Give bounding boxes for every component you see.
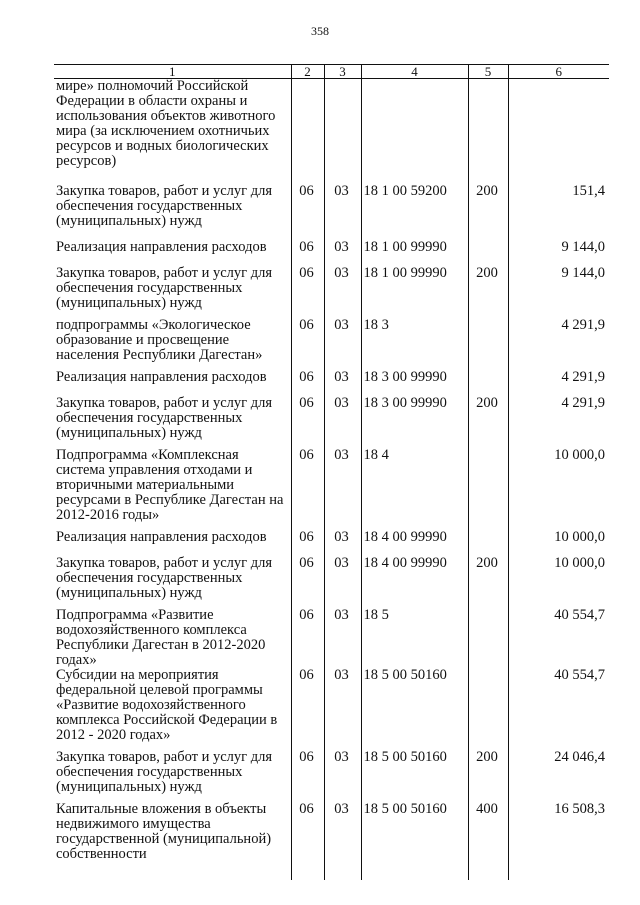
- cell-subsection: 03: [324, 802, 361, 880]
- cell-target-article: 18 1 00 99990: [361, 240, 468, 266]
- header-col-1: 1: [54, 65, 291, 79]
- cell-section: 06: [291, 668, 324, 750]
- cell-expense-type: [468, 318, 508, 370]
- cell-section: 06: [291, 370, 324, 396]
- cell-description: Подпрограмма «Развитие водохозяйственного комплекса Республики Дагестан в 2012-2020 годах»: [56, 606, 266, 668]
- cell-target-article: 18 5: [361, 608, 468, 668]
- cell-subsection: 03: [324, 370, 361, 396]
- table-row: [54, 448, 609, 530]
- table-row: [54, 530, 609, 556]
- cell-amount: 40 554,7: [508, 608, 609, 668]
- cell-subsection: 03: [324, 530, 361, 556]
- cell-target-article: 18 4: [361, 448, 468, 530]
- cell-description: Закупка товаров, работ и услуг для обеспечения государственных (муниципальных) нужд: [56, 182, 273, 229]
- table-row: [54, 556, 609, 608]
- cell-subsection: 03: [324, 396, 361, 448]
- cell-description: Закупка товаров, работ и услуг для обеспечения государственных (муниципальных) нужд: [56, 394, 273, 441]
- cell-subsection: 03: [324, 750, 361, 802]
- table-row: [54, 750, 609, 802]
- cell-subsection: 03: [324, 318, 361, 370]
- cell-target-article: 18 1 00 59200: [361, 184, 468, 240]
- header-col-3: 3: [324, 65, 361, 79]
- cell-amount: 4 291,9: [508, 370, 609, 396]
- cell-amount: 40 554,7: [508, 668, 609, 750]
- table-row: [54, 318, 609, 370]
- cell-description: подпрограммы «Экологическое образование и просвещение населения Республики Дагестан»: [56, 316, 263, 363]
- table-row: [54, 266, 609, 318]
- page-number: 358: [311, 24, 329, 38]
- cell-subsection: 03: [324, 608, 361, 668]
- cell-expense-type: [468, 79, 508, 184]
- table-row: [54, 396, 609, 448]
- table-row: [54, 668, 609, 750]
- cell-amount: 10 000,0: [508, 448, 609, 530]
- cell-subsection: 03: [324, 266, 361, 318]
- cell-section: 06: [291, 556, 324, 608]
- cell-description: Субсидии на мероприятия федеральной целевой программы «Развитие водохозяйственного комплекса Российской Федерации в 2012 - 2020 годах»: [56, 666, 278, 743]
- cell-target-article: 18 4 00 99990: [361, 530, 468, 556]
- cell-target-article: 18 1 00 99990: [361, 266, 468, 318]
- cell-amount: 24 046,4: [508, 750, 609, 802]
- cell-subsection: 03: [324, 184, 361, 240]
- cell-expense-type: 200: [468, 266, 508, 318]
- cell-amount: 4 291,9: [508, 396, 609, 448]
- cell-subsection: [324, 79, 361, 184]
- cell-section: 06: [291, 266, 324, 318]
- table-row: [54, 608, 609, 668]
- cell-expense-type: [468, 530, 508, 556]
- cell-expense-type: 200: [468, 184, 508, 240]
- cell-expense-type: [468, 448, 508, 530]
- cell-section: 06: [291, 396, 324, 448]
- cell-description: Закупка товаров, работ и услуг для обеспечения государственных (муниципальных) нужд: [56, 748, 273, 795]
- cell-description: Реализация направления расходов: [56, 368, 267, 385]
- cell-section: [291, 79, 324, 184]
- cell-target-article: 18 5 00 50160: [361, 750, 468, 802]
- cell-target-article: 18 4 00 99990: [361, 556, 468, 608]
- cell-subsection: 03: [324, 668, 361, 750]
- cell-description: Закупка товаров, работ и услуг для обеспечения государственных (муниципальных) нужд: [56, 554, 273, 601]
- cell-description: Подпрограмма «Комплексная система управления отходами и вторичными материальными ресурсами в Республике Дагестан на 2012-2016 годы»: [56, 446, 284, 523]
- cell-amount: 9 144,0: [508, 240, 609, 266]
- cell-amount: 16 508,3: [508, 802, 609, 880]
- cell-expense-type: [468, 240, 508, 266]
- table-row: [54, 802, 609, 880]
- cell-expense-type: 200: [468, 750, 508, 802]
- cell-amount: 10 000,0: [508, 530, 609, 556]
- cell-target-article: 18 3: [361, 318, 468, 370]
- cell-target-article: 18 5 00 50160: [361, 668, 468, 750]
- cell-amount: 4 291,9: [508, 318, 609, 370]
- cell-description: Реализация направления расходов: [56, 528, 267, 545]
- header-row: [54, 65, 609, 79]
- cell-target-article: 18 5 00 50160: [361, 802, 468, 880]
- budget-table: [54, 64, 609, 880]
- cell-section: 06: [291, 318, 324, 370]
- cell-expense-type: [468, 608, 508, 668]
- header-col-5: 5: [468, 65, 508, 79]
- table-row: [54, 79, 609, 184]
- cell-section: 06: [291, 240, 324, 266]
- cell-section: 06: [291, 750, 324, 802]
- cell-subsection: 03: [324, 556, 361, 608]
- table-row: [54, 184, 609, 240]
- cell-amount: 10 000,0: [508, 556, 609, 608]
- cell-subsection: 03: [324, 240, 361, 266]
- cell-target-article: 18 3 00 99990: [361, 396, 468, 448]
- table-row: [54, 370, 609, 396]
- cell-description: Реализация направления расходов: [56, 238, 267, 255]
- cell-subsection: 03: [324, 448, 361, 530]
- cell-target-article: 18 3 00 99990: [361, 370, 468, 396]
- header-col-4: 4: [361, 65, 468, 79]
- cell-section: 06: [291, 608, 324, 668]
- cell-expense-type: 400: [468, 802, 508, 880]
- cell-section: 06: [291, 530, 324, 556]
- header-col-6: 6: [508, 65, 609, 79]
- cell-section: 06: [291, 448, 324, 530]
- cell-description: Капитальные вложения в объекты недвижимого имущества государственной (муниципальной) собственности: [56, 800, 272, 862]
- cell-amount: 9 144,0: [508, 266, 609, 318]
- table-row: [54, 240, 609, 266]
- cell-expense-type: [468, 370, 508, 396]
- cell-expense-type: [468, 668, 508, 750]
- cell-amount: 151,4: [508, 184, 609, 240]
- cell-section: 06: [291, 184, 324, 240]
- cell-amount: [508, 79, 609, 184]
- header-col-2: 2: [291, 65, 324, 79]
- cell-description: мире» полномочий Российской Федерации в области охраны и использования объектов животного мира (за исключением охотничьих ресурсов и водных биологических ресурсов): [56, 78, 276, 169]
- cell-target-article: [361, 79, 468, 184]
- cell-expense-type: 200: [468, 556, 508, 608]
- cell-section: 06: [291, 802, 324, 880]
- cell-expense-type: 200: [468, 396, 508, 448]
- cell-description: Закупка товаров, работ и услуг для обеспечения государственных (муниципальных) нужд: [56, 264, 273, 311]
